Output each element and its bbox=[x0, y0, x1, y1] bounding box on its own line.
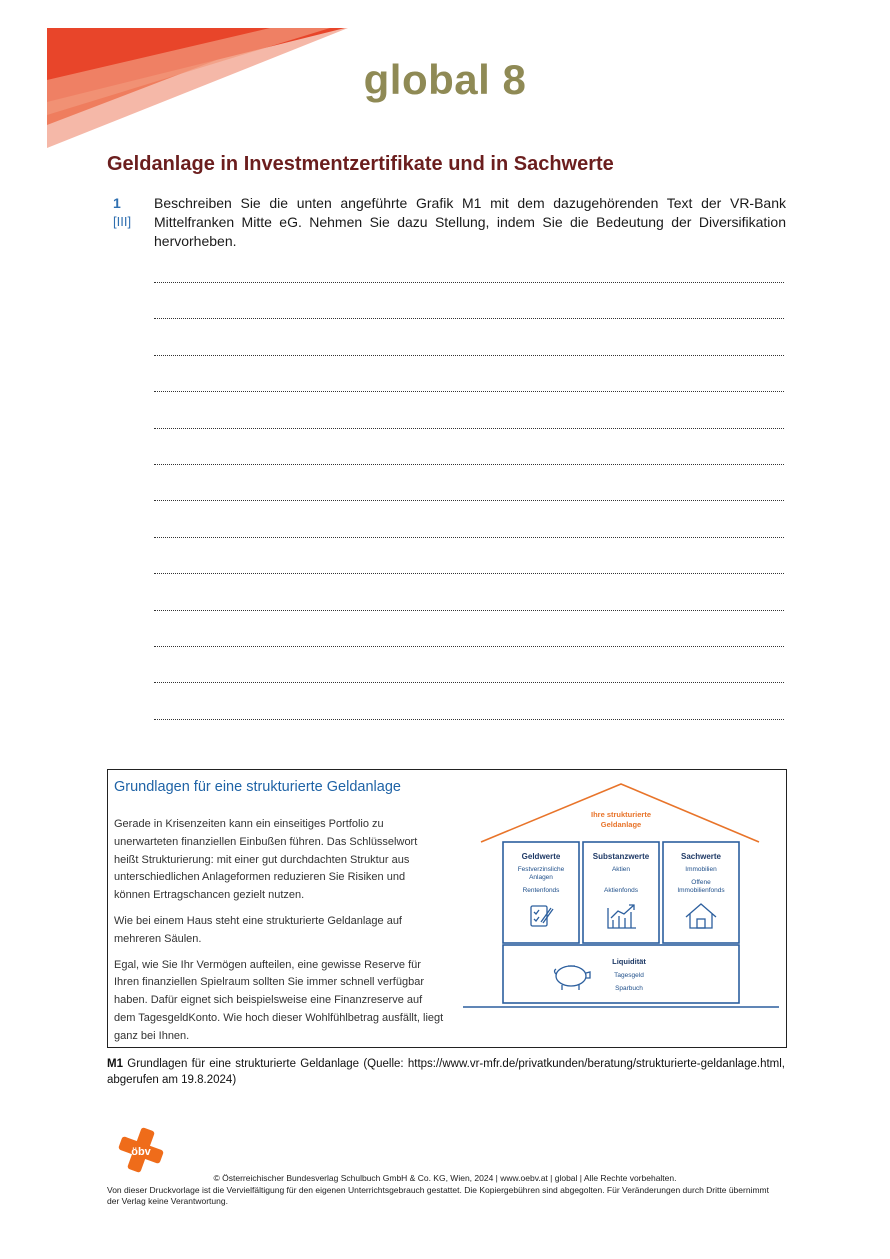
pillar-item: Aktien bbox=[611, 866, 631, 873]
answer-line[interactable] bbox=[154, 501, 784, 537]
pillar-title: Sachwerte bbox=[680, 852, 722, 861]
base-item: Sparbuch bbox=[615, 985, 643, 992]
pillar-item: Rentenfonds bbox=[522, 887, 560, 894]
answer-line[interactable] bbox=[154, 392, 784, 428]
caption-text: Grundlagen für eine strukturierte Geldanlage (Quelle: https://www.vr-mfr.de/privatkunden/beratung/strukturierte-geldanlage.html, abgerufen am 19.8.2024) bbox=[107, 1058, 785, 1086]
answer-line[interactable] bbox=[154, 683, 784, 719]
answer-line[interactable] bbox=[154, 319, 784, 355]
answer-line[interactable] bbox=[154, 429, 784, 465]
logo-text: öbv bbox=[131, 1146, 151, 1158]
pillar-title: Substanzwerte bbox=[592, 852, 650, 861]
worksheet-title: global 8 bbox=[363, 56, 527, 103]
base-title: Liquidität bbox=[612, 957, 646, 966]
answer-line[interactable] bbox=[154, 538, 784, 574]
pillar-item: Offene bbox=[691, 879, 711, 886]
chart-growth-icon bbox=[608, 905, 636, 928]
pillar-item: Festverzinsliche bbox=[517, 866, 565, 873]
task-number: 1 bbox=[113, 195, 121, 211]
task-level: [III] bbox=[113, 214, 132, 229]
material-caption bbox=[107, 1057, 785, 1088]
oebv-logo bbox=[117, 1126, 165, 1174]
material-paragraph: Gerade in Krisenzeiten kann ein einseitiges Portfolio zu unerwarteten finanziellen Einbußen führen. Das Schlüsselwort heißt Strukturierung: mit einer gut durchdachten Struktur aus unterschiedlichen Anlageformen reduzieren Sie Risiken und können Ertragschancen gezielt nutzen. bbox=[114, 818, 418, 902]
document-pen-icon bbox=[531, 906, 553, 926]
base-item: Tagesgeld bbox=[614, 972, 644, 979]
material-heading: Grundlagen für eine strukturierte Geldanlage bbox=[114, 779, 401, 795]
pillar-item: Immobilien bbox=[685, 866, 717, 873]
footer-copyright: © Österreichischer Bundesverlag Schulbuch GmbH & Co. KG, Wien, 2024 | www.oebv.at | global | Alle Rechte vorbehalten. bbox=[213, 1173, 677, 1183]
roof-label-line1: Ihre strukturierte bbox=[590, 810, 652, 819]
answer-line[interactable] bbox=[154, 647, 784, 683]
answer-lines[interactable] bbox=[154, 282, 784, 720]
pillar-item: Anlagen bbox=[529, 874, 553, 881]
answer-line[interactable] bbox=[154, 465, 784, 501]
material-paragraph: Wie bei einem Haus steht eine strukturierte Geldanlage auf mehreren Säulen. bbox=[114, 914, 402, 945]
piggy-bank-icon bbox=[555, 966, 591, 990]
footer-notice: Von dieser Druckvorlage ist die Vervielfältigung für den eigenen Unterrichtsgebrauch gestattet. Die Kopiergebühren sind abgegolten. Für Veränderungen durch Dritte übernimmt der Verlag keine Verantwortung. bbox=[107, 1185, 769, 1206]
material-text bbox=[114, 816, 444, 1054]
answer-line[interactable] bbox=[154, 574, 784, 610]
answer-line[interactable] bbox=[154, 356, 784, 392]
roof-label-line2: Geldanlage bbox=[600, 820, 642, 829]
house-icon bbox=[686, 904, 716, 928]
pillar-item: Aktienfonds bbox=[604, 887, 638, 894]
pillar-item: Immobilienfonds bbox=[677, 887, 725, 894]
caption-label: M1 bbox=[107, 1058, 123, 1070]
material-paragraph: Egal, wie Sie Ihr Vermögen aufteilen, eine gewisse Reserve für Ihren finanziellen Spielraum sollten Sie immer schnell verfügbar haben. Dafür eignet sich beispielsweise eine Finanzreserve auf dem TagesgeldKonto. Wie hoch dieser Wohlfühlbetrag ausfällt, liegt ganz bei Ihnen. bbox=[114, 958, 444, 1042]
house-diagram bbox=[461, 780, 783, 1012]
material-m1-box bbox=[107, 769, 787, 1048]
task-instruction: Beschreiben Sie die unten angeführte Grafik M1 mit dem dazugehörenden Text der VR-Bank Mittelfranken Mitte eG. Nehmen Sie dazu Stellung, indem Sie die Bedeutung der Diversifikation hervorheben. bbox=[154, 195, 786, 249]
answer-line[interactable] bbox=[154, 611, 784, 647]
answer-line[interactable] bbox=[154, 283, 784, 319]
pillar-title: Geldwerte bbox=[521, 852, 561, 861]
section-title: Geldanlage in Investmentzertifikate und in Sachwerte bbox=[107, 153, 614, 175]
